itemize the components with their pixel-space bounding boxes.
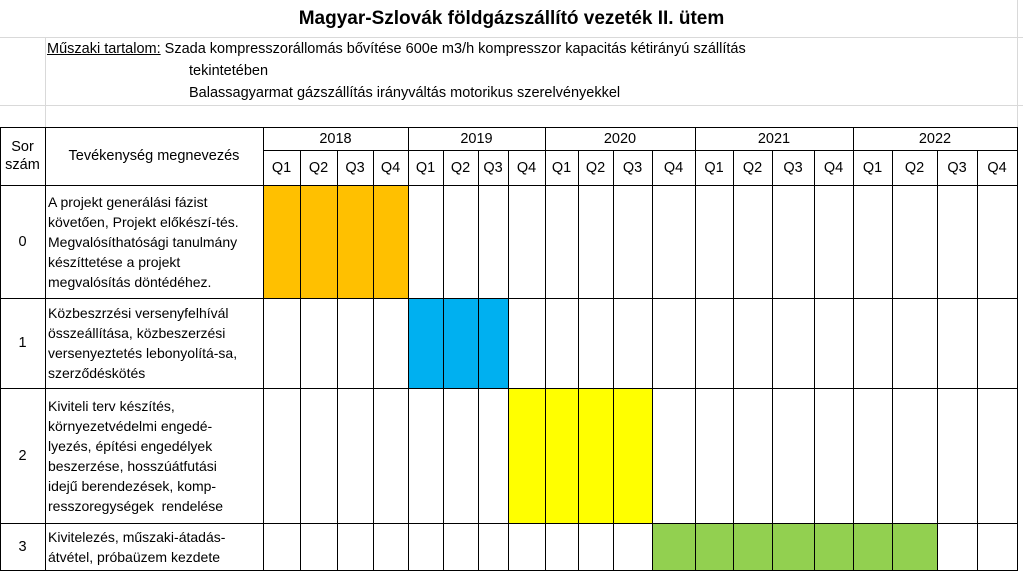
quarter-header: Q4 [663,159,684,176]
quarter-header: Q3 [783,159,803,176]
gantt-bar-row-2 [508,388,652,523]
row-number-header [0,127,45,185]
activity-description-line: Kiviteli terv készítés, [48,397,175,414]
quarter-header: Q3 [483,159,503,176]
table-border [478,150,479,571]
table-border [892,150,893,571]
quarter-header: Q4 [380,159,401,176]
table-border [545,127,546,571]
activity-description [45,523,263,570]
year-header: 2018 [319,130,352,147]
quarter-header: Q4 [516,159,537,176]
activity-description [45,185,263,298]
quarter-header: Q4 [987,159,1007,176]
table-border [263,127,264,571]
table-border [578,150,579,571]
sheet-gridline [1017,0,1018,127]
activity-description-line: megvalósítás döntédéhez. [48,273,212,290]
technical-content-line1 [47,39,746,59]
table-border [652,150,653,571]
activity-description [45,388,263,523]
year-header: 2019 [460,130,493,147]
activity-description-line: idejű berendezések, komp- [48,477,217,494]
table-border [814,150,815,571]
table-border [937,150,938,571]
gantt-bar-row-0 [263,185,408,298]
document-title: Magyar-Szlovák földgázszállító vezeték II. ütem [298,8,725,29]
row-number: 3 [18,538,27,555]
table-border [1017,127,1018,571]
activity-description-line: versenyeztetés lebonyolítá-sa, [48,345,238,361]
activity-description-line: szerződéskötés [48,365,146,381]
table-border [733,150,734,571]
quarter-header: Q2 [308,159,329,176]
quarter-header: Q2 [742,159,763,176]
table-border [613,150,614,571]
activity-description-line: összeállítása, közbeszerzési [48,325,226,341]
activity-description-line: átvétel, próbaüzem kezdete [48,548,220,565]
row-number: 0 [18,233,27,250]
row-number-header-line: szám [5,157,40,173]
table-border [772,150,773,571]
year-header: 2020 [603,130,637,147]
technical-content-label: Műszaki tartalom: [47,41,161,57]
table-border [373,150,374,571]
activity-description-line: Közbeszrzési versenyfelhívál [48,305,229,321]
activity-description-line: A projekt generálási fázist [48,193,208,210]
year-header: 2022 [918,130,952,147]
table-border [853,127,854,571]
quarter-header: Q1 [271,159,292,176]
sheet-gridline [0,105,1023,106]
quarter-header: Q1 [862,159,883,176]
activity-description-line: készíttetése a projekt [48,253,181,270]
quarter-header: Q2 [585,159,606,176]
activity-description-line: beszerzése, hosszúátfutási [48,457,217,474]
technical-content-line2: tekintetében [189,63,269,79]
sheet-gridline [0,37,1023,38]
row-number-header-line: Sor [11,139,34,155]
activity-description-line: környezetvédelmi engedé- [48,417,213,434]
quarter-header: Q3 [345,159,365,176]
activity-description-line: resszoregységek rendelése [48,497,224,514]
quarter-header: Q4 [823,159,844,176]
table-border [508,150,509,571]
activity-header: Tevékenység megnevezés [68,148,240,164]
activity-description-line: követően, Projekt előkészí-tés. [48,213,239,230]
row-number: 2 [18,447,27,464]
quarter-header: Q1 [415,159,436,176]
gantt-bar-row-1 [408,298,508,388]
quarter-header: Q2 [450,159,471,176]
quarter-header: Q3 [622,159,643,176]
quarter-header: Q3 [947,159,967,176]
sheet-gridline [45,37,46,127]
table-border [695,127,696,571]
quarter-header: Q1 [551,159,572,176]
activity-description-line: lyezés, építési engedélyek [48,437,213,454]
activity-description [45,298,263,388]
technical-content-line3: Balassagyarmat gázszállítás irányváltás motorikus szerelvényekkel [189,85,621,101]
row-number: 1 [18,335,27,351]
technical-content-text-1: Szada kompresszorállomás bővítése 600e m3/h kompresszor kapacitás kétirányú szállítás [160,41,746,57]
activity-description-line: Megvalósíthatósági tanulmány [48,233,238,250]
table-border [300,150,301,571]
year-header: 2021 [757,130,791,147]
table-border [337,150,338,571]
quarter-header: Q2 [904,159,925,176]
table-border [443,150,444,571]
quarter-header: Q1 [704,159,724,176]
table-border [977,150,978,571]
table-border [408,127,409,571]
activity-description-line: Kivitelezés, műszaki-átadás- [48,528,226,545]
